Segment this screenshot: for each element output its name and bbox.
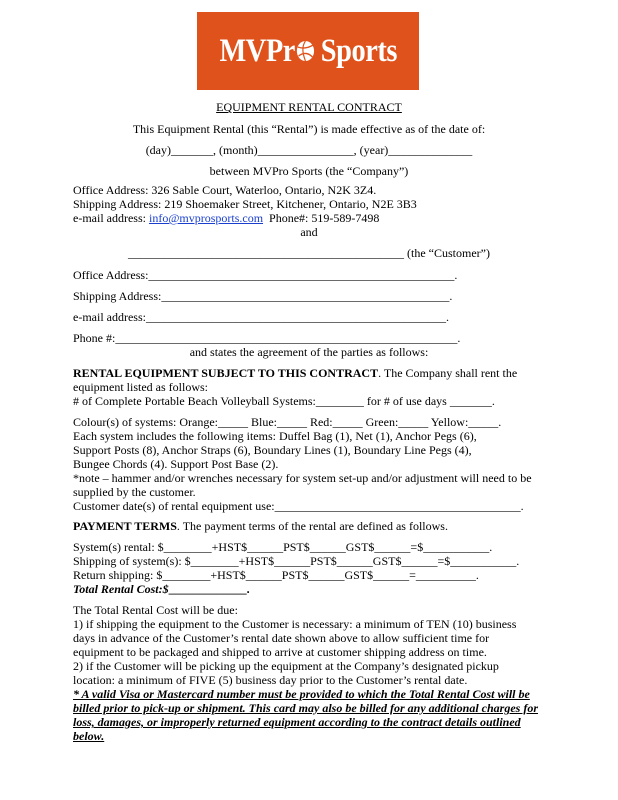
- includes-line-3: Bungee Chords (4). Support Post Base (2).: [73, 457, 279, 471]
- due-line-4: equipment to be packaged and shipped to arrive at customer shipping address on time.: [73, 645, 487, 659]
- agreement-text: and states the agreement of the parties as follows:: [189, 345, 429, 359]
- total-label: Total Rental Cost:$: [73, 582, 169, 596]
- rental-text: . The Company shall rent the: [378, 366, 518, 380]
- logo-text-right: Sports: [320, 32, 397, 69]
- customer-office-address: Office Address:___________________________________________________.: [73, 268, 458, 282]
- total-blank: _____________.: [168, 582, 250, 596]
- company-logo: [197, 12, 419, 90]
- company-contact: [73, 211, 379, 225]
- and-text: and: [300, 225, 318, 239]
- customer-email: e-mail address:__________________________________________________.: [73, 310, 449, 324]
- due-line-2: 1) if shipping the equipment to the Customer is necessary: a minimum of TEN (10) business: [73, 617, 517, 631]
- includes-line-2: Support Posts (8), Anchor Straps (6), Boundary Lines (1), Boundary Line Pegs (4),: [73, 443, 472, 457]
- warning-line-2: billed prior to pick-up or shipment. This card may also be billed for any additional charges for: [73, 701, 539, 715]
- customer-shipping-address: Shipping Address:________________________________________________.: [73, 289, 453, 303]
- due-line-5: 2) if the Customer will be picking up the equipment at the Company’s designated pickup: [73, 659, 499, 673]
- warning-line-1: * A valid Visa or Mastercard number must be provided to which the Total Rental Cost will be: [73, 687, 530, 701]
- due-line-6: location: a minimum of FIVE (5) business day prior to the Customer’s rental date.: [73, 673, 468, 687]
- company-email-link[interactable]: info@mvprosports.com: [148, 211, 264, 225]
- logo-text-left: MVPr: [219, 32, 295, 69]
- note-line-1: *note – hammer and/or wrenches necessary for system set-up and/or adjustment will need to be: [73, 471, 532, 485]
- due-line-1: The Total Rental Cost will be due:: [73, 603, 238, 617]
- company-shipping-address: Shipping Address: 219 Shoemaker Street, Kitchener, Ontario, N2E 3B3: [73, 197, 417, 211]
- payment-line-3: Return shipping: $________+HST$______PST$______GST$______=__________.: [73, 568, 479, 582]
- rental-heading: RENTAL EQUIPMENT SUBJECT TO THIS CONTRACT: [73, 366, 379, 380]
- company-office-address: Office Address: 326 Sable Court, Waterloo, Ontario, N2K 3Z4.: [73, 183, 377, 197]
- logo-text: [219, 32, 397, 69]
- payment-line-1: System(s) rental: $________+HST$______PST$______GST$______=$___________.: [73, 540, 493, 554]
- warning-line-3: loss, damages, or improperly returned equipment according to the contract details outlined: [73, 715, 521, 729]
- payment-section: [73, 519, 448, 533]
- rental-text-2: equipment listed as follows:: [73, 380, 208, 394]
- payment-text: . The payment terms of the rental are defined as follows.: [176, 519, 448, 533]
- rental-section: [73, 366, 517, 380]
- customer-name-line: ______________________________________________ (the “Customer”): [128, 246, 490, 260]
- contract-title: EQUIPMENT RENTAL CONTRACT: [216, 100, 402, 114]
- due-line-3: days in advance of the Customer’s rental date shown above to allow sufficient time for: [73, 631, 490, 645]
- payment-heading: PAYMENT TERMS: [73, 519, 177, 533]
- customer-dates-line: Customer date(s) of rental equipment use:_________________________________________.: [73, 499, 524, 513]
- company-phone: Phone#: 519-589-7498: [263, 211, 380, 225]
- volleyball-icon: [296, 40, 315, 62]
- includes-line-1: Each system includes the following items: Duffel Bag (1), Net (1), Anchor Pegs (6),: [73, 429, 477, 443]
- warning-line-4: below.: [73, 729, 105, 743]
- date-line: (day)_______, (month)________________, (year)______________: [145, 143, 473, 157]
- colours-line: Colour(s) of systems: Orange:_____ Blue:_____ Red:_____ Green:_____ Yellow:_____.: [73, 415, 502, 429]
- payment-line-2: Shipping of system(s): $________+HST$______PST$______GST$______=$___________.: [73, 554, 520, 568]
- between-company: between MVPro Sports (the “Company”): [209, 164, 409, 178]
- systems-line: # of Complete Portable Beach Volleyball Systems:________ for # of use days _______.: [73, 394, 495, 408]
- intro-text: This Equipment Rental (this “Rental”) is made effective as of the date of:: [132, 122, 486, 136]
- note-line-2: supplied by the customer.: [73, 485, 196, 499]
- email-label: e-mail address:: [73, 211, 149, 225]
- customer-phone: Phone #:_________________________________________________________.: [73, 331, 461, 345]
- total-rental-cost: [73, 582, 250, 596]
